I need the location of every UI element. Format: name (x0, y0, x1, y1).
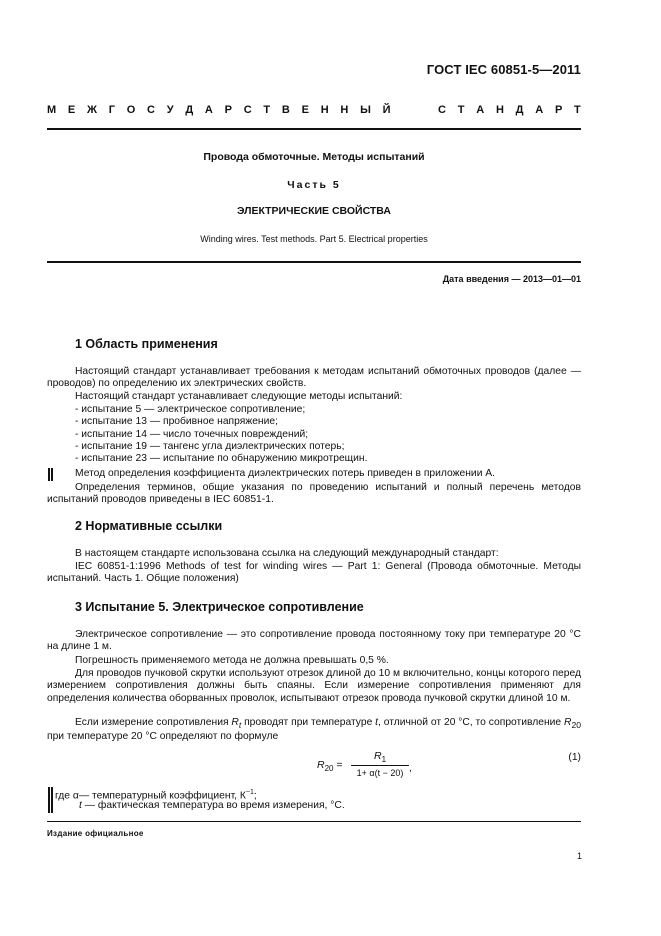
fraction-denominator: 1+ α(t − 20) (356, 768, 404, 779)
banner-letter: М (47, 104, 57, 116)
section-1-heading: 1 Область применения (75, 337, 218, 351)
list-item: - испытание 5 — электрическое сопротивление; (75, 404, 306, 415)
fraction-bar (351, 765, 409, 766)
section-2-heading: 2 Нормативные ссылки (75, 519, 223, 533)
top-rule (47, 128, 581, 130)
banner-letter: Р (554, 104, 563, 116)
banner-letter: Н (320, 104, 329, 116)
banner-letter: Е (67, 104, 76, 116)
banner-letter: Е (301, 104, 309, 116)
section-1-paragraph-2: Настоящий стандарт устанавливает следующие методы испытаний: (75, 391, 403, 402)
banner-letter: Т (263, 104, 271, 116)
english-title: Winding wires. Test methods. Part 5. Electrical properties (200, 234, 428, 244)
banner-letter: Й (382, 104, 391, 116)
change-bar (51, 787, 53, 813)
part-label: Часть 5 (287, 179, 341, 191)
formula-number: (1) (568, 752, 581, 763)
change-bar (48, 787, 50, 813)
banner-letter: В (281, 104, 290, 116)
list-item: - испытание 13 — пробивное напряжение; (75, 416, 278, 428)
list-item: - испытание 23 — испытание по обнаружению микротрещин. (75, 453, 368, 465)
banner-letter: Р (224, 104, 232, 116)
formula-1 (47, 750, 581, 782)
banner-letter: Н (340, 104, 349, 116)
section-3-paragraph-3: Для проводов пучковой скрутки используют отрезок длиной до 10 м включительно, концы которого перед измерением сопротивления должны быть спаяны. Если измерение сопротивления применяют для определения количества оборванных проволок, испытывают отрезок провода пучковой скрутки длиной 10 м. (47, 668, 581, 704)
banner-word-gap (402, 104, 426, 116)
banner-letter: А (204, 104, 213, 116)
banner-letter: С (147, 104, 155, 116)
list-item: - испытание 19 — тангенс угла диэлектрических потерь; (75, 440, 345, 452)
fraction-numerator: $R_1$ (373, 750, 387, 765)
section-1-paragraph-1: Настоящий стандарт устанавливает требования к методам испытаний обмоточных проводов (далее — проводов) по определению их электрических свойств. (47, 366, 581, 390)
banner-letter: Т (457, 104, 465, 116)
official-edition-label: Издание официальное (47, 829, 144, 838)
footer-rule (47, 821, 581, 822)
formula-comma: , (409, 762, 412, 774)
banner-letter: С (438, 104, 446, 116)
page-number: 1 (577, 851, 583, 861)
section-3-paragraph-1: Электрическое сопротивление — это сопротивление провода постоянному току при температуре 20 °С на длине 1 м. (47, 629, 581, 653)
section-2-reference: IEC 60851-1:1996 Methods of test for winding wires — Part 1: General (Провода обмоточные. Методы испытаний. Часть 1. Общие положения) (47, 561, 581, 585)
section-3-paragraph-4: Если измерение сопротивления $R_t$ проводят при температуре t, отличной от 20 °С, то сопротивление $R_{20}$ при температуре 20 °С определяют по формуле (47, 717, 581, 743)
banner-letter: Д (185, 104, 194, 116)
banner-letter: О (126, 104, 136, 116)
formula-where-t: t — фактическая температура во время измерения, °С. (79, 800, 345, 811)
section-1-paragraph-4: Определения терминов, общие указания по проведению испытаний и полный перечень методов испытаний проводов приведены в IEC 60851-1. (47, 482, 581, 506)
banner-letter: Т (574, 104, 581, 116)
banner-letter: Ж (87, 104, 97, 116)
test-methods-list (75, 404, 367, 465)
introduction-date: Дата введения — 2013—01—01 (442, 274, 581, 284)
section-2-paragraph-1: В настоящем стандарте использована ссылка на следующий международный стандарт: (75, 548, 499, 559)
banner-letter: Г (108, 104, 115, 116)
section-3-heading: 3 Испытание 5. Электрическое сопротивление (75, 600, 364, 614)
banner-letter: Ы (360, 104, 371, 116)
formula-lhs: $R_{20}$ = (317, 759, 343, 774)
section-3-paragraph-2: Погрешность применяемого метода не должна превышать 0,5 %. (75, 655, 389, 666)
banner-letter: А (535, 104, 544, 116)
document-subtitle: ЭЛЕКТРИЧЕСКИЕ СВОЙСТВА (237, 205, 391, 217)
section-1-paragraph-3: Метод определения коэффициента диэлектрических потерь приведен в приложении А. (75, 468, 496, 479)
banner-letter: С (243, 104, 252, 116)
formula-where-alpha: где α— температурный коэффициент, $К^{-1}$; (55, 789, 257, 802)
banner-letter: А (476, 104, 485, 116)
document-title: Провода обмоточные. Методы испытаний (203, 151, 425, 163)
formula-fraction (351, 750, 409, 778)
list-item: - испытание 14 — число точечных повреждений; (75, 428, 309, 440)
interstate-standard-banner (47, 104, 581, 116)
standard-code: ГОСТ IEC 60851-5—2011 (426, 62, 581, 77)
banner-letter: Н (495, 104, 504, 116)
banner-letter: Д (515, 104, 524, 116)
title-rule (47, 261, 581, 263)
banner-letter: У (166, 104, 174, 116)
